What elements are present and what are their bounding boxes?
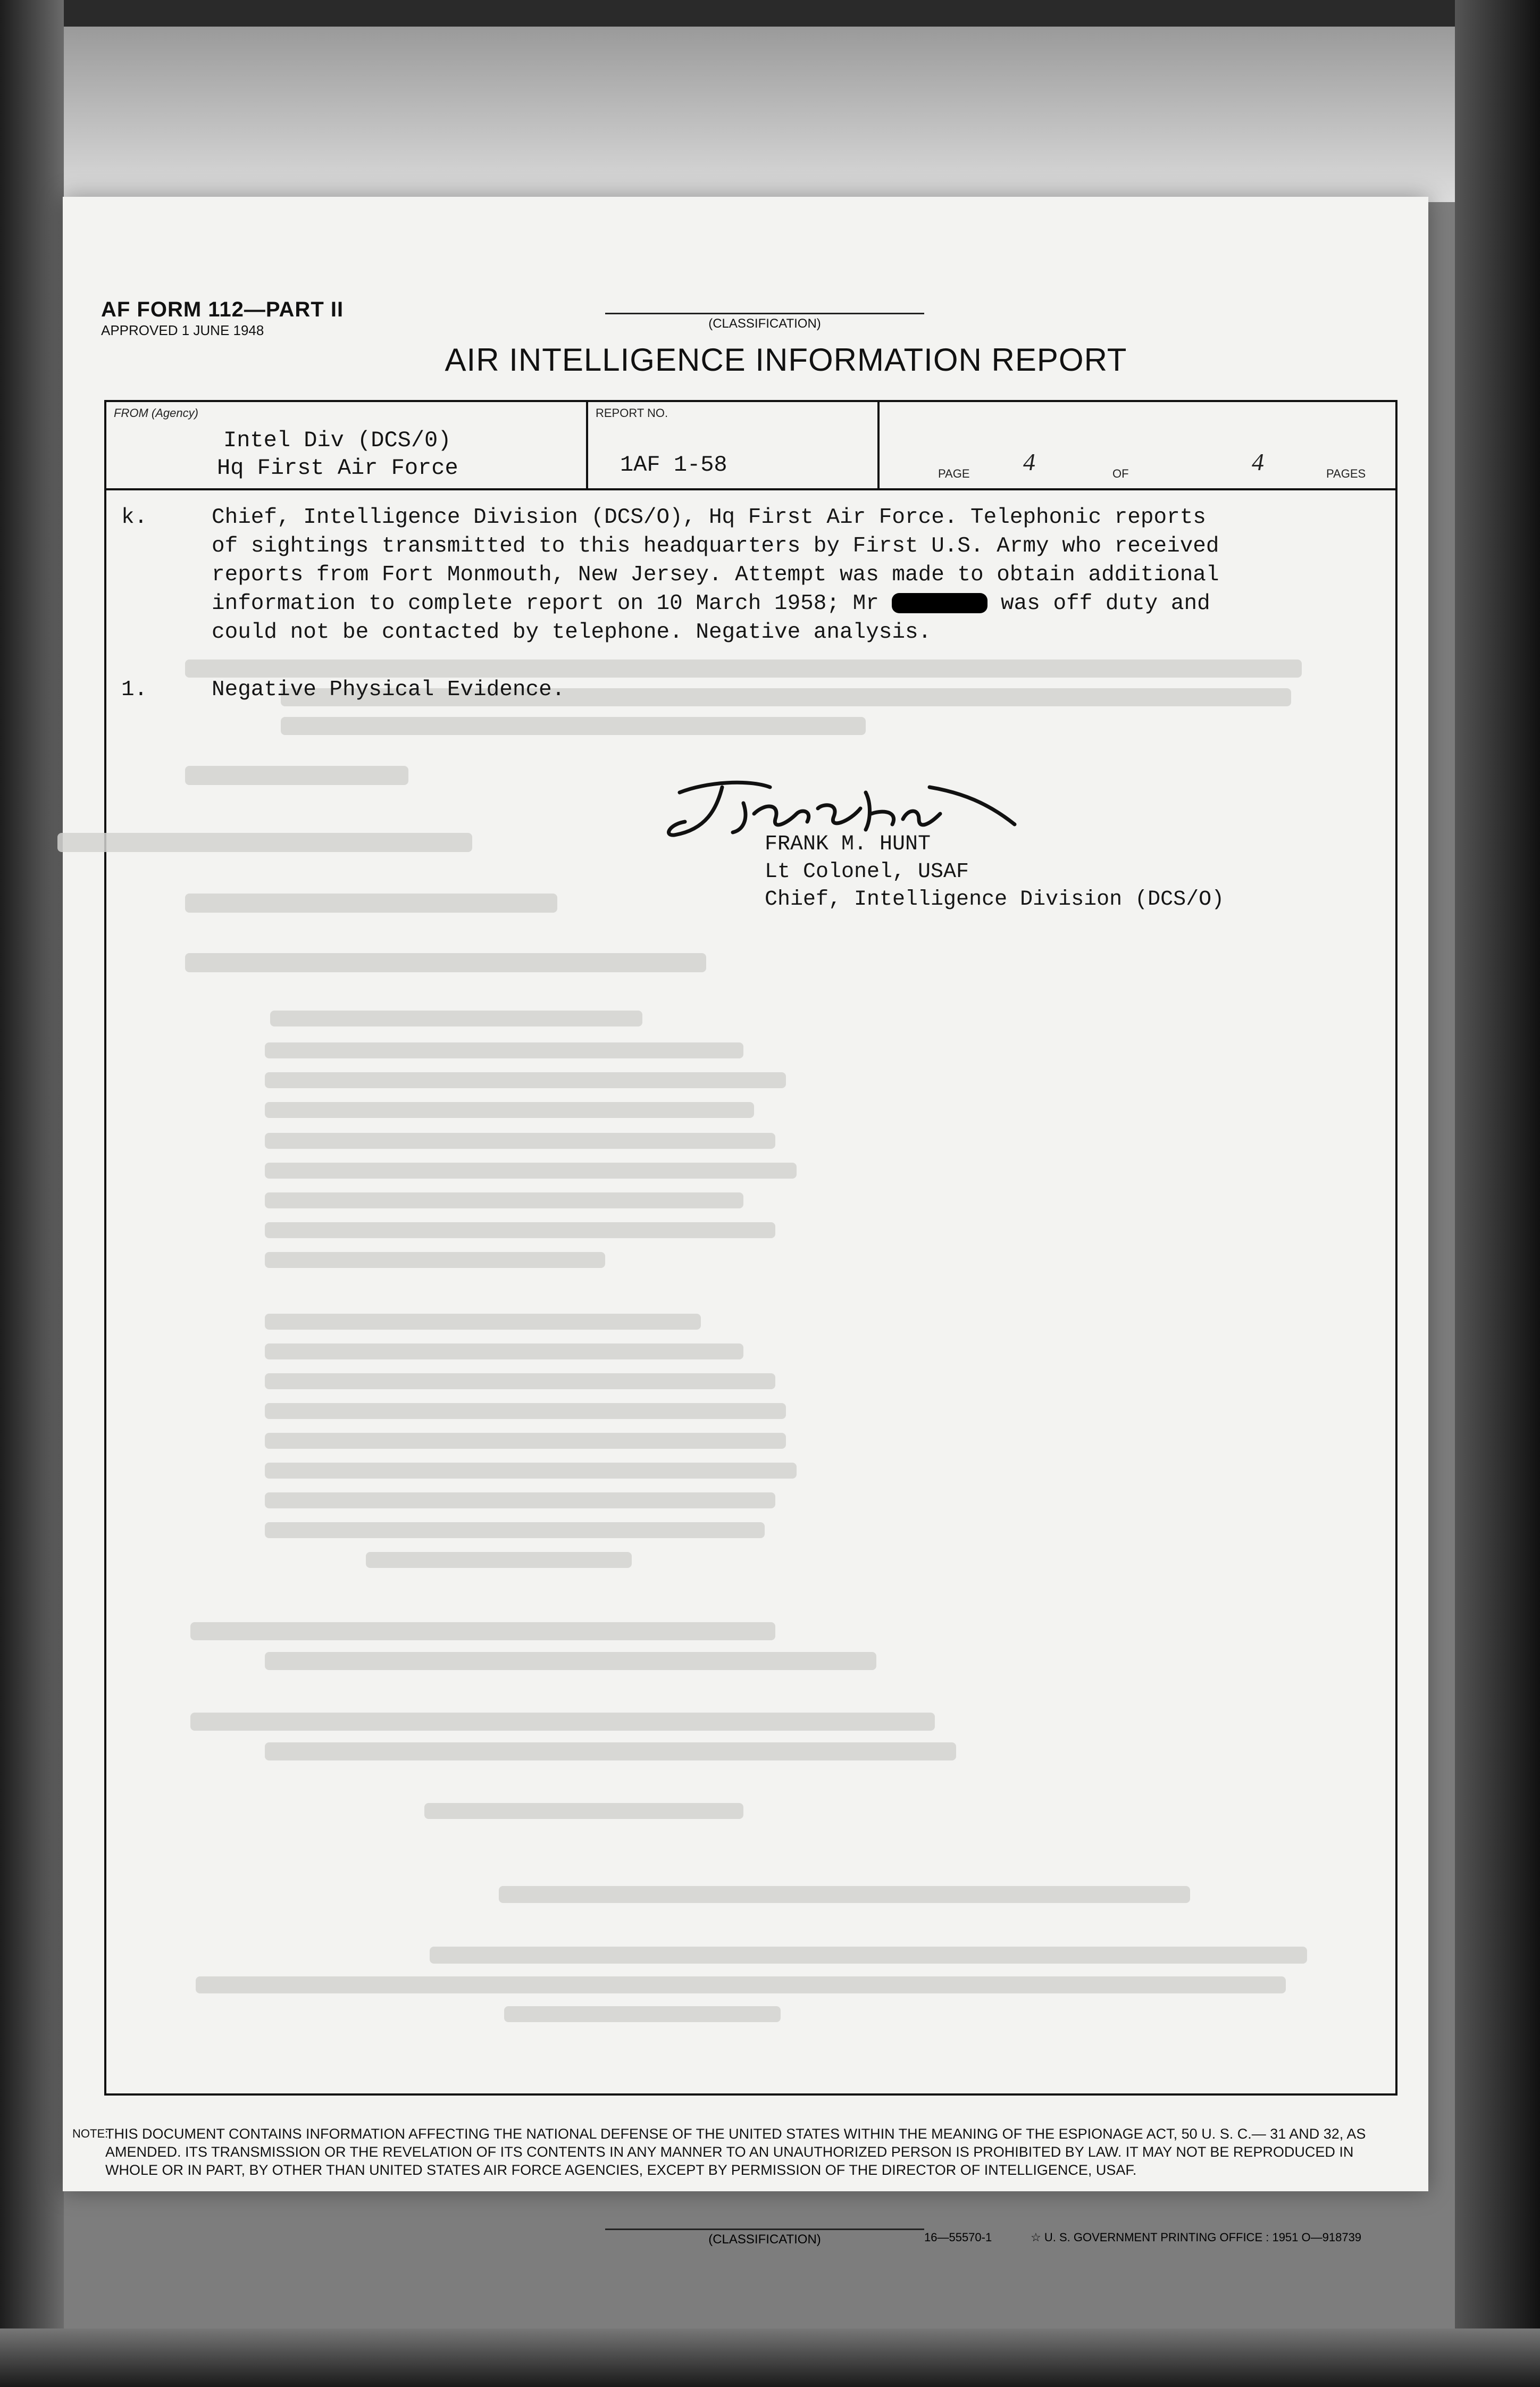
signer-rank: Lt Colonel, USAF (765, 860, 969, 884)
scan-border-right (1455, 0, 1540, 2387)
report-title: AIR INTELLIGENCE INFORMATION REPORT (445, 342, 1127, 378)
page-count-cell (880, 402, 1395, 488)
total-pages: 4 (1252, 448, 1264, 475)
paragraph-l-marker: 1. (121, 678, 148, 702)
security-notice (72, 2125, 1403, 2179)
form-approved-date: APPROVED 1 JUNE 1948 (101, 322, 264, 338)
header-row (106, 402, 1395, 490)
from-agency-label: FROM (Agency) (114, 406, 198, 420)
redaction-bar (892, 593, 987, 613)
from-agency-line-1: Intel Div (DCS/0) (223, 428, 451, 453)
pages-label: PAGES (1326, 467, 1366, 480)
from-agency-line-2: Hq First Air Force (217, 455, 458, 481)
scan-border-bottom (0, 2328, 1540, 2387)
paragraph-l-text: Negative Physical Evidence. (212, 678, 565, 702)
signer-title: Chief, Intelligence Division (DCS/O) (765, 888, 1225, 912)
paragraph-l (121, 675, 1355, 704)
page-number: 4 (1023, 448, 1035, 475)
scan-overlap-band (64, 27, 1457, 202)
report-number: 1AF 1-58 (620, 452, 727, 478)
document-page (63, 197, 1428, 2247)
gpo-imprint: ☆ U. S. GOVERNMENT PRINTING OFFICE : 1951 O—918739 (1031, 2231, 1362, 2244)
note-label: NOTE: (72, 2127, 108, 2140)
report-body (121, 503, 1355, 704)
from-agency-cell (106, 402, 588, 488)
page-label: PAGE (938, 467, 970, 480)
print-code: 16—55570-1 (924, 2231, 992, 2244)
classification-bottom: (CLASSIFICATION) (605, 2229, 924, 2247)
classification-top: (CLASSIFICATION) (605, 313, 924, 331)
paragraph-k (121, 503, 1355, 647)
paragraph-k-text-part-2: was off duty and could not be contacted by telephone. Negative analysis. (212, 591, 1210, 645)
form-id: AF FORM 112—PART II (101, 298, 344, 321)
of-label: OF (1112, 467, 1129, 480)
paragraph-k-text-part-1: Chief, Intelligence Division (DCS/O), Hq First Air Force. Telephonic reports of sightings transmitted to this headquarters by First U.S. Army who received reports from Fort Monmouth, New Jersey. Attempt was made to obtain additional information to complete report on 10 March 1958; Mr (212, 505, 1219, 616)
report-number-label: REPORT NO. (596, 406, 668, 420)
signature-block (642, 771, 1334, 912)
paragraph-k-marker: k. (121, 505, 148, 530)
note-text: THIS DOCUMENT CONTAINS INFORMATION AFFECTING THE NATIONAL DEFENSE OF THE UNITED STATES WITHIN THE MEANING OF THE ESPIONAGE ACT, 50 U. S. C.— 31 AND 32, AS AMENDED. ITS TRANSMISSION OR THE REVELATION OF ITS CONTENTS IN ANY MANNER TO AN UNAUTHORIZED PERSON IS PROHIBITED BY LAW. IT MAY NOT BE REPRODUCED IN WHOLE OR IN PART, BY OTHER THAN UNITED STATES AIR FORCE AGENCIES, EXCEPT BY PERMISSION OF THE DIRECTOR OF INTELLIGENCE, USAF. (105, 2126, 1366, 2178)
signer-name: FRANK M. HUNT (765, 832, 931, 856)
scan-border-left (0, 0, 64, 2387)
report-number-cell (588, 402, 880, 488)
